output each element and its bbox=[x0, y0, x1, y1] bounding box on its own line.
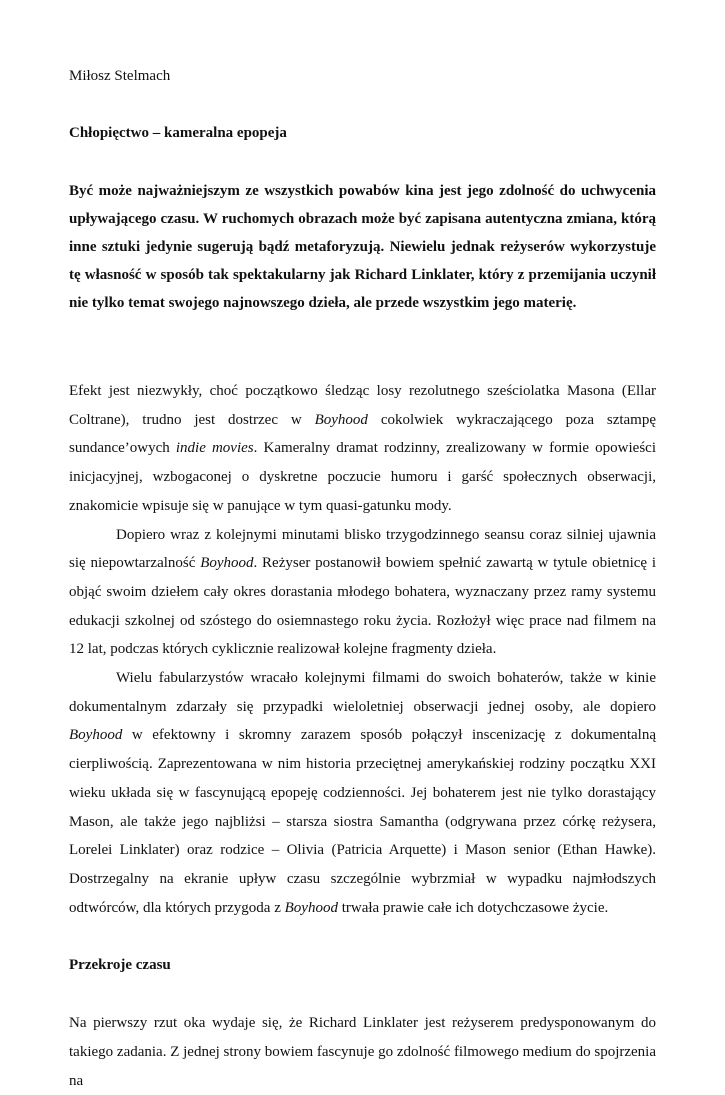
genre-term: indie movies bbox=[175, 440, 254, 457]
section-heading: Przekroje czasu bbox=[69, 957, 171, 974]
film-title: Boyhood bbox=[200, 555, 254, 572]
paragraph-1-text-a: Efekt jest niezwykły, choć początkowo śledząc losy rezolutnego sześciolatka Masona (Ellar Coltrane), trudno jest dostrzec w bbox=[69, 383, 656, 428]
paragraph-1-text-c: cokolwiek wykraczającego poza sztampę sundance’owych bbox=[69, 411, 657, 457]
article-title: Chłopięctwo – kameralna epopeja bbox=[69, 125, 287, 141]
document-page bbox=[69, 66, 656, 1095]
paragraph-3-text-c: w efektowny i skromny zarazem sposób połączył inscenizację z dokumentalną cierpliwością. Zaprezentowana w nim historia przeciętnej amerykańskiej rodziny początku XXI wieku układa się w fascynującą epopeję codzienności. Jej bohaterem jest nie tylko dorastający Mason, ale także jego najbliżsi – starsza siostra Samantha (odgrywana przez córkę reżysera, Lorelei Linklater) oraz rodzice – Olivia (Patricia Arquette) i Mason senior (Ethan Hawke). Dostrzegalny na ekranie upływ czasu szczególnie wybrzmiał w wypadku najmłodszych odtwórców, dla których przygoda z bbox=[69, 727, 656, 916]
film-title: Boyhood bbox=[69, 727, 123, 744]
film-title: Boyhood bbox=[284, 899, 338, 916]
paragraph-1 bbox=[69, 377, 656, 521]
film-title: Boyhood bbox=[314, 411, 368, 428]
paragraph-5: Na pierwszy rzut oka wydaje się, że Richard Linklater jest reżyserem predysponowanym do takiego zadania. Z jednej strony bowiem fascynuje go zdolność filmowego medium do spojrzenia na bbox=[69, 1015, 656, 1089]
paragraph-3 bbox=[69, 664, 656, 922]
paragraph-2-text-a: Dopiero wraz z kolejnymi minutami blisko trzygodzinnego seansu coraz silniej ujawnia się niepowtarzalność bbox=[69, 526, 656, 572]
lead-paragraph: Być może najważniejszym ze wszystkich powabów kina jest jego zdolność do uchwycenia upływającego czasu. W ruchomych obrazach może być zapisana autentyczna zmiana, którą inne sztuki jedynie sugerują bądź metaforyzują. Niewielu jednak reżyserów wykorzystuje tę własność w sposób tak spektakularny jak Richard Linklater, który z przemijania uczynił nie tylko temat swojego najnowszego dzieła, ale przede wszystkim jego materię. bbox=[69, 183, 656, 311]
paragraph-2-text-c: . Reżyser postanowił bowiem spełnić zawartą w tytule obietnicę i objąć swoim dziełem cały okres dorastania młodego bohatera, wyznaczany przez ramy systemu edukacji szkolnej od szóstego do osiemnastego roku życia. Rozłożył więc prace nad filmem na 12 lat, podczas których cyklicznie realizował kolejne fragmenty dzieła. bbox=[69, 555, 656, 658]
paragraph-2 bbox=[69, 521, 656, 665]
author-name: Miłosz Stelmach bbox=[69, 68, 171, 84]
paragraph-3-text-e: trwała prawie całe ich dotychczasowe życie. bbox=[337, 899, 609, 916]
paragraph-3-text-a: Wielu fabularzystów wracało kolejnymi filmami do swoich bohaterów, także w kinie dokumentalnym zdarzały się przypadki wieloletniej obserwacji jednej osoby, ale dopiero bbox=[69, 670, 656, 715]
paragraph-1-text-e: . Kameralny dramat rodzinny, zrealizowany w formie opowieści inicjacyjnej, wzbogaconej o dyskretne poczucie humoru i garść społecznych obserwacji, znakomicie wpisuje się w panujące w tym quasi-gatunku mody. bbox=[69, 440, 656, 514]
